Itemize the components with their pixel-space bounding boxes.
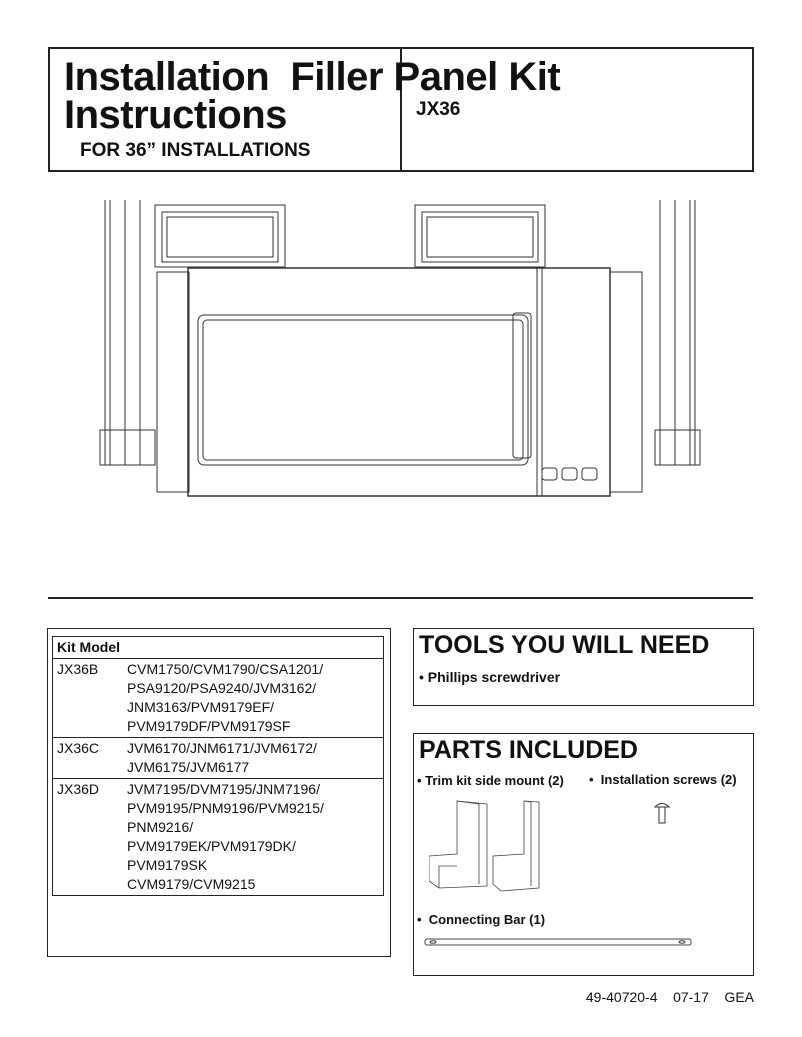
model-line: CVM1750/CVM1790/CSA1201/ (127, 661, 324, 677)
tools-title: TOOLS YOU WILL NEED (419, 631, 710, 659)
part-item: • Installation screws (2) (589, 772, 737, 787)
connecting-bar-icon (424, 937, 694, 947)
parts-title: PARTS INCLUDED (419, 736, 638, 764)
model-line: PSA9120/PSA9240/JVM3162/ (127, 680, 317, 696)
model-line: PVM9179DF/PVM9179SF (127, 718, 291, 734)
kit-model-header: Kit Model (57, 639, 120, 655)
tool-item: • Phillips screwdriver (419, 669, 561, 685)
kit-id: JX36B (53, 659, 124, 738)
model-line: PVM9179EK/PVM9179DK/ (127, 838, 296, 854)
kit-model-table (52, 636, 384, 896)
installation-screw-icon (654, 800, 670, 826)
model-number: JX36 (416, 99, 461, 120)
table-row (53, 738, 384, 779)
models (123, 659, 384, 738)
section-divider (48, 597, 753, 599)
table-row (53, 659, 384, 738)
model-line: JVM7195/DVM7195/JNM7196/ (127, 781, 320, 797)
part-label: Installation screws (2) (600, 772, 737, 787)
models (123, 779, 384, 896)
part-label: Connecting Bar (1) (428, 912, 546, 927)
parts-box (413, 733, 754, 976)
right-cabinet (415, 200, 700, 465)
model-line: CVM9179/CVM9215 (127, 876, 256, 892)
table-header-row (53, 637, 384, 659)
left-cabinet (100, 200, 285, 465)
subtitle: FOR 36” INSTALLATIONS (80, 140, 311, 161)
model-line: JNM3163/PVM9179EF/ (127, 699, 275, 715)
trim-kit-side-mount-icon (429, 796, 559, 896)
model-line: PVM9179SK (127, 857, 208, 873)
model-line: PNM9216/ (127, 819, 194, 835)
title-line-1: Installation Filler Panel Kit (64, 55, 561, 99)
model-line: PVM9195/PNM9196/PVM9215/ (127, 800, 324, 816)
model-line: JVM6175/JVM6177 (127, 759, 250, 775)
title-line-2: Instructions (64, 93, 287, 137)
part-item: • Connecting Bar (1) (417, 912, 546, 927)
table-row (53, 779, 384, 896)
document-footer: 49-40720-4 07-17 GEA (585, 989, 754, 1005)
model-line: JVM6170/JNM6171/JVM6172/ (127, 740, 317, 756)
models (123, 738, 384, 779)
tools-box (413, 628, 754, 706)
tool-label: Phillips screwdriver (427, 669, 561, 685)
part-label: Trim kit side mount (2) (425, 773, 564, 788)
microwave-illustration (95, 195, 705, 505)
kit-id: JX36C (53, 738, 124, 779)
part-item: • Trim kit side mount (2) (417, 773, 564, 788)
title-block (48, 47, 754, 172)
kit-id: JX36D (53, 779, 124, 896)
